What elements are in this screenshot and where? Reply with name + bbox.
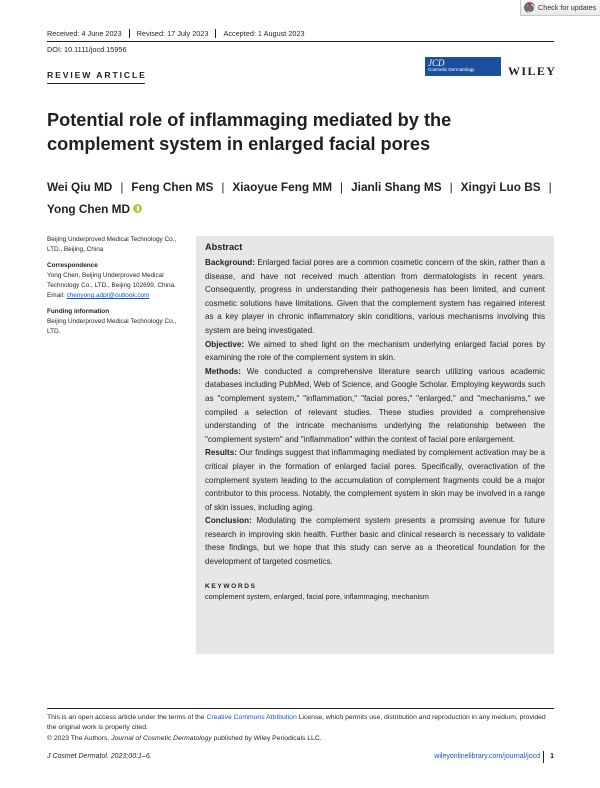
author-separator: |: [548, 180, 552, 194]
keywords-heading: KEYWORDS: [205, 582, 257, 590]
funding: [47, 307, 189, 337]
check-for-updates-button[interactable]: [520, 0, 600, 16]
license-link[interactable]: Creative Commons Attribution: [206, 714, 297, 721]
funding-heading: Funding information: [47, 308, 110, 315]
article-title: Potential role of inflammaging mediated by the complement system in enlarged facial pores: [47, 110, 452, 154]
abstract-methods: [205, 365, 545, 447]
article-sidebar: [47, 235, 189, 343]
journal-name: Journal of Cosmetic Dermatology: [111, 734, 212, 742]
license-text: This is an open access article under the terms of the: [47, 714, 207, 721]
section-label: Background:: [205, 258, 255, 267]
doi: DOI: 10.1111/jocd.15956: [47, 45, 127, 54]
author-name[interactable]: Yong Chen MD: [47, 202, 131, 216]
journal-logo-name: Cosmetic Dermatology: [428, 67, 475, 72]
abstract-results: [205, 446, 545, 514]
section-text: Modulating the complement system presents a promising avenue for future research in improving skin health. Further basic and clinical research is necessary to validate these findings, but we hope that this study can serve as a theoretical foundation for the development of targeted cosmetics.: [205, 516, 546, 567]
author-separator: |: [449, 180, 453, 194]
check-for-updates-label: Check for updates: [538, 3, 597, 12]
article-dates: [47, 29, 319, 38]
author-name[interactable]: Jianli Shang MS: [351, 180, 442, 194]
abstract-box: [196, 236, 554, 654]
license-rule: [47, 708, 554, 709]
section-text: Enlarged facial pores are a common cosmetic concern of the skin, rather than a disease, and have not received much attention from dermatologists in recent years. Consequently, progress in understanding their pathogenesis has been limited, and current cosmetic solutions have limitations. Given that the complement system has regained interest as a key player in chronic inflammatory skin conditions, various mechanisms involving this system are being investigated.: [205, 258, 545, 335]
author-list: [47, 176, 562, 220]
section-label: Conclusion:: [205, 516, 252, 526]
author-name[interactable]: Xingyi Luo BS: [460, 180, 541, 194]
author-name[interactable]: Wei Qiu MD: [47, 180, 113, 194]
correspondence-heading: Correspondence: [47, 262, 98, 269]
correspondence: [47, 261, 189, 301]
journal-logo[interactable]: [425, 57, 501, 76]
accepted-date: Accepted: 1 August 2023: [223, 29, 305, 38]
footer-divider: [543, 751, 544, 763]
license-text: License, which permits use, distribution and reproduction in any medium, provided the original work is properly cited.: [47, 714, 546, 732]
publisher-logo[interactable]: WILEY: [508, 64, 557, 78]
section-label: Results:: [205, 448, 237, 458]
funding-text: Beijing Underproved Medical Technology Co., LTD.: [47, 318, 177, 335]
license-notice: [47, 713, 557, 744]
email-link[interactable]: chenyong.adpt@outlook.com: [66, 292, 150, 299]
copyright-text: published by Wiley Periodicals LLC.: [211, 734, 322, 742]
author-separator: |: [340, 180, 344, 194]
copyright-text: © 2023 The Authors.: [47, 734, 112, 742]
affiliation-text: Beijing Underproved Medical Technology Co., LTD., Beijing, China: [47, 236, 177, 253]
abstract-background: [205, 256, 545, 338]
abstract-objective: [205, 338, 545, 365]
section-text: We conducted a comprehensive literature search utilizing various academic databases including PubMed, Web of Science, and Google Scholar. Employing keywords such as "complement system," "inflammation," "facial pores," "enlarged," and "mechanisms," we compiled a selection of relevant studies. These studies provided a comprehensive understanding of the intricate mechanisms underlying the relationship between the "complement system" and "inflammation" within the context of facial pore enlargement.: [205, 366, 546, 444]
abstract-conclusion: [205, 514, 545, 568]
section-label: Objective:: [205, 339, 245, 349]
page-number: 1: [550, 753, 554, 760]
email-label: Email:: [47, 292, 65, 299]
article-type-rule: [47, 83, 145, 84]
keywords-list: complement system, enlarged, facial pore, inflammaging, mechanism: [205, 591, 429, 601]
copyright-line: [47, 734, 557, 744]
abstract-heading: Abstract: [205, 242, 243, 252]
author-name[interactable]: Feng Chen MS: [131, 180, 214, 194]
article-type: REVIEW ARTICLE: [47, 70, 147, 80]
received-date: Received: 4 June 2023: [47, 29, 130, 38]
affiliation: [47, 235, 189, 255]
citation: J Cosmet Dermatol. 2023;00:1–6.: [47, 753, 152, 760]
journal-url-link[interactable]: wileyonlinelibrary.com/journal/jocd: [434, 753, 540, 760]
crossmark-icon: [524, 2, 535, 13]
author-separator: |: [120, 180, 124, 194]
section-text: We aimed to shed light on the mechanism underlying enlarged facial pores by examining the role of the complement system in skin.: [205, 339, 545, 363]
revised-date: Revised: 17 July 2023: [137, 29, 217, 38]
section-text: Our findings suggest that inflammaging mediated by complement activation may be a critical player in the formation of enlarged facial pores. Specifically, overactivation of the complement system leading to the accumulation of complement fragments could be a major contributor to this process. Notably, the complement system in skin may be involved in a range of skin issues, including aging.: [205, 448, 546, 512]
author-name[interactable]: Xiaoyue Feng MM: [232, 180, 333, 194]
correspondence-address: Yong Chen, Beijing Underproved Medical Technology Co., LTD., Beijing 102699, China.: [47, 272, 176, 289]
journal-logo-abbr: JCD: [428, 58, 445, 68]
header-rule: [47, 41, 554, 42]
orcid-icon[interactable]: [133, 204, 142, 213]
section-label: Methods:: [205, 366, 241, 376]
author-separator: |: [221, 180, 225, 194]
license-line: [47, 713, 557, 734]
correspondence-email: [47, 291, 189, 301]
